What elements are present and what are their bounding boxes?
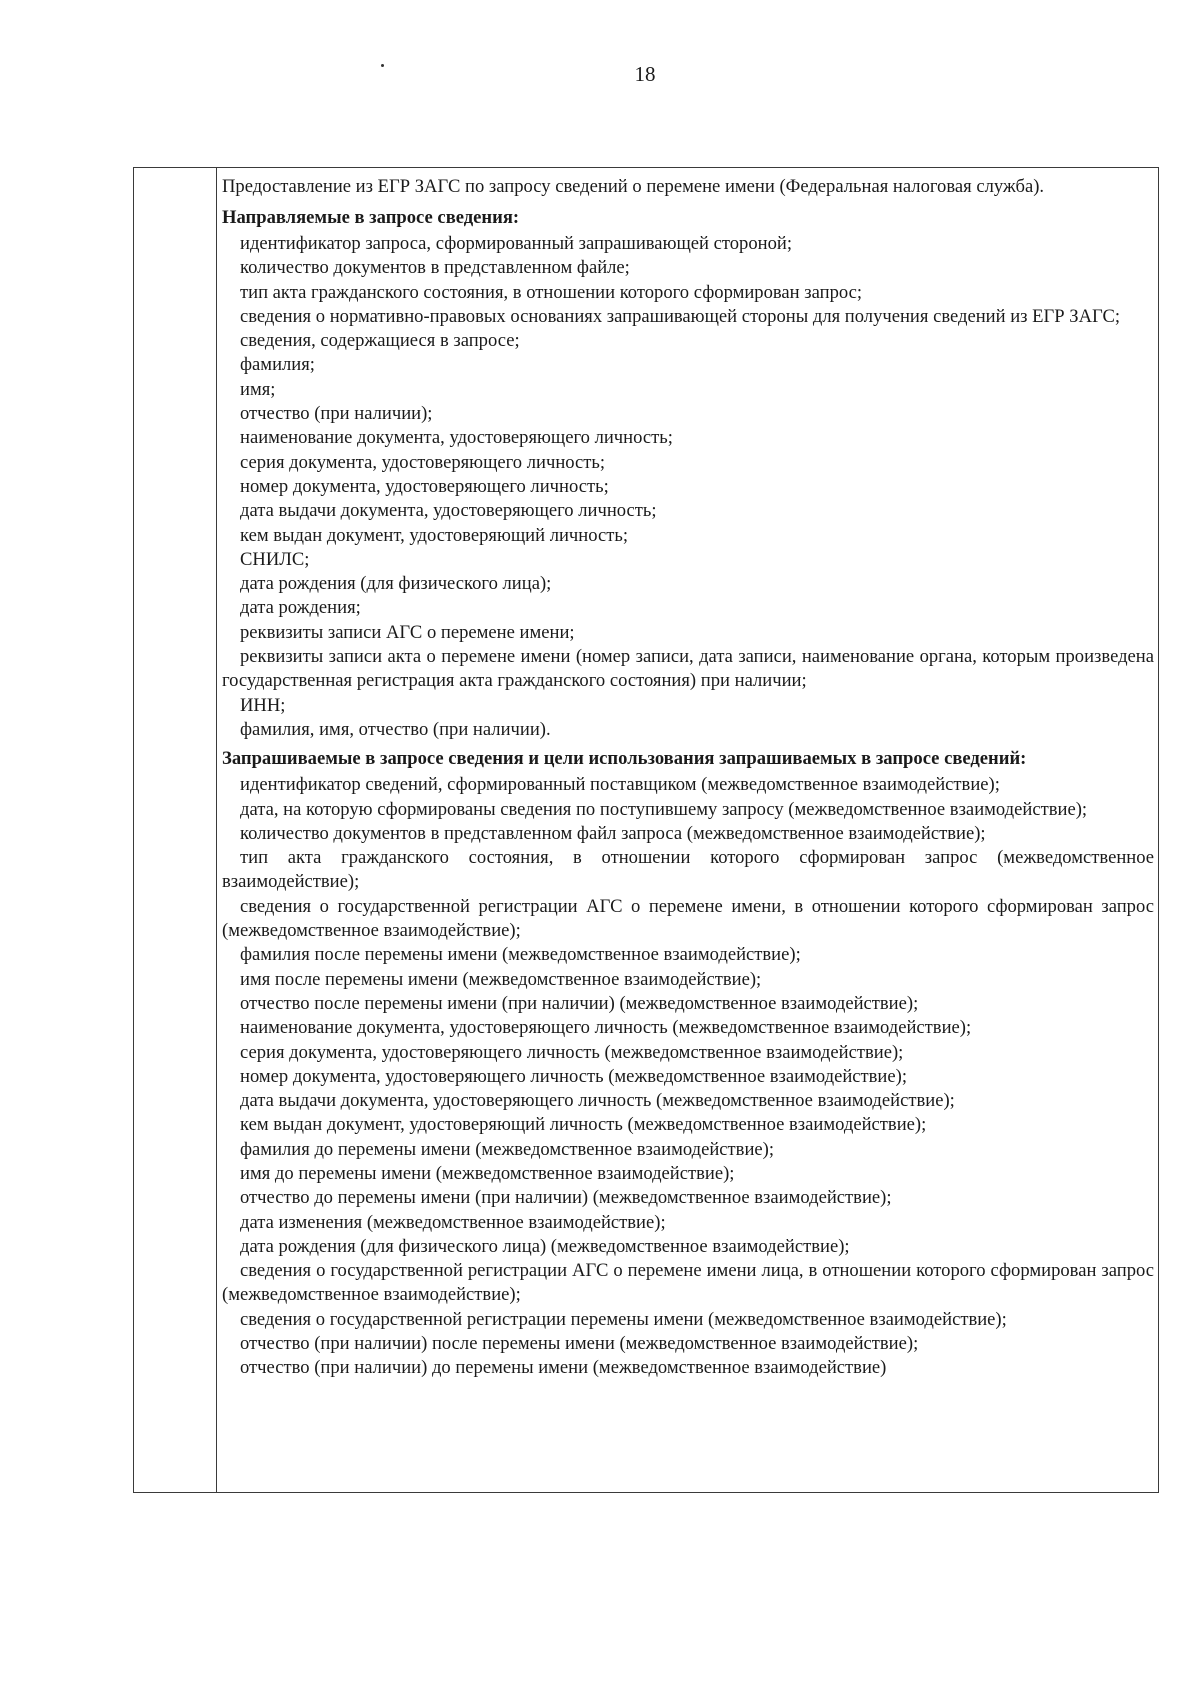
list-item: количество документов в представленном файле; (240, 257, 630, 279)
list-item: дата выдачи документа, удостоверяющего личность; (240, 500, 657, 522)
list-item: тип акта гражданского состояния, в отношении которого сформирован запрос; (240, 281, 863, 303)
list-item: дата, на которую сформированы сведения по поступившему запросу (межведомственное взаимодействие); (240, 798, 1088, 820)
list-item: отчество до перемены имени (при наличии) (межведомственное взаимодействие); (240, 1187, 892, 1209)
scan-speck (381, 64, 384, 67)
list-item: отчество (при наличии) до перемены имени (межведомственное взаимодействие) (240, 1357, 887, 1379)
list-item: сведения о государственной регистрации АГС о перемене имени, в отношении которого сформирован запрос (межведомственное взаимодействие); (222, 895, 1154, 942)
list-item: реквизиты записи акта о перемене имени (номер записи, дата записи, наименование органа, которым произведена государственная регистрация акта гражданского состояния) при наличии; (222, 646, 1154, 692)
list-item: тип акта гражданского состояния, в отношении которого сформирован запрос (межведомственное взаимодействие); (222, 847, 1154, 893)
sent-items-list (222, 232, 1154, 742)
list-item: имя до перемены имени (межведомственное взаимодействие); (240, 1162, 735, 1184)
list-item: сведения о государственной регистрации перемены имени (межведомственное взаимодействие); (240, 1308, 1007, 1330)
list-item: сведения о государственной регистрации АГС о перемене имени лица, в отношении которого сформирован запрос (межведомственное взаимодействие); (222, 1260, 1154, 1306)
list-item: СНИЛС; (240, 548, 310, 570)
intro-paragraph: Предоставление из ЕГР ЗАГС по запросу сведений о перемене имени (Федеральная налоговая служба). (222, 176, 1045, 197)
list-item: наименование документа, удостоверяющего личность; (240, 427, 673, 449)
list-item: дата изменения (межведомственное взаимодействие); (240, 1211, 666, 1233)
list-item: кем выдан документ, удостоверяющий личность (межведомственное взаимодействие); (240, 1114, 927, 1136)
list-item: дата рождения (для физического лица); (240, 573, 552, 595)
list-item: отчество после перемены имени (при наличии) (межведомственное взаимодействие); (240, 992, 919, 1014)
list-item: количество документов в представленном файл запроса (межведомственное взаимодействие); (240, 822, 986, 844)
list-item: дата выдачи документа, удостоверяющего личность (межведомственное взаимодействие); (240, 1090, 955, 1112)
list-item: сведения, содержащиеся в запросе; (240, 330, 520, 352)
list-item: фамилия, имя, отчество (при наличии). (240, 718, 551, 740)
requested-heading: Запрашиваемые в запросе сведения и цели использования запрашиваемых в запросе сведений: (222, 748, 1027, 770)
requested-items-list (222, 773, 1154, 1380)
list-item: отчество (при наличии) после перемены имени (межведомственное взаимодействие); (240, 1333, 919, 1355)
list-item: отчество (при наличии); (240, 403, 433, 425)
list-item: наименование документа, удостоверяющего личность (межведомственное взаимодействие); (240, 1017, 972, 1039)
list-item: идентификатор сведений, сформированный поставщиком (межведомственное взаимодействие); (240, 774, 1000, 796)
list-item: фамилия до перемены имени (межведомственное взаимодействие); (240, 1138, 775, 1160)
list-item: ИНН; (240, 694, 286, 716)
table-left-cell (134, 168, 217, 1492)
list-item: реквизиты записи АГС о перемене имени; (240, 621, 575, 643)
page-number: 18 (634, 62, 656, 86)
list-item: номер документа, удостоверяющего личность; (240, 475, 609, 497)
list-item: кем выдан документ, удостоверяющий личность; (240, 524, 629, 546)
list-item: идентификатор запроса, сформированный запрашивающей стороной; (240, 233, 793, 254)
sent-heading: Направляемые в запросе сведения: (222, 207, 520, 228)
list-item: дата рождения (для физического лица) (межведомственное взаимодействие); (240, 1235, 850, 1257)
list-item: фамилия; (240, 354, 315, 376)
list-item: номер документа, удостоверяющего личность (межведомственное взаимодействие); (240, 1065, 907, 1087)
list-item: серия документа, удостоверяющего личность; (240, 451, 606, 473)
list-item: сведения о нормативно-правовых основаниях запрашивающей стороны для получения сведений из ЕГР ЗАГС; (240, 305, 1121, 327)
list-item: фамилия после перемены имени (межведомственное взаимодействие); (240, 944, 801, 966)
table-right-cell (218, 168, 1158, 1381)
list-item: серия документа, удостоверяющего личность (межведомственное взаимодействие); (240, 1041, 904, 1063)
list-item: имя; (240, 378, 276, 400)
list-item: имя после перемены имени (межведомственное взаимодействие); (240, 968, 762, 990)
list-item: дата рождения; (240, 597, 361, 619)
content-table (133, 167, 1159, 1493)
